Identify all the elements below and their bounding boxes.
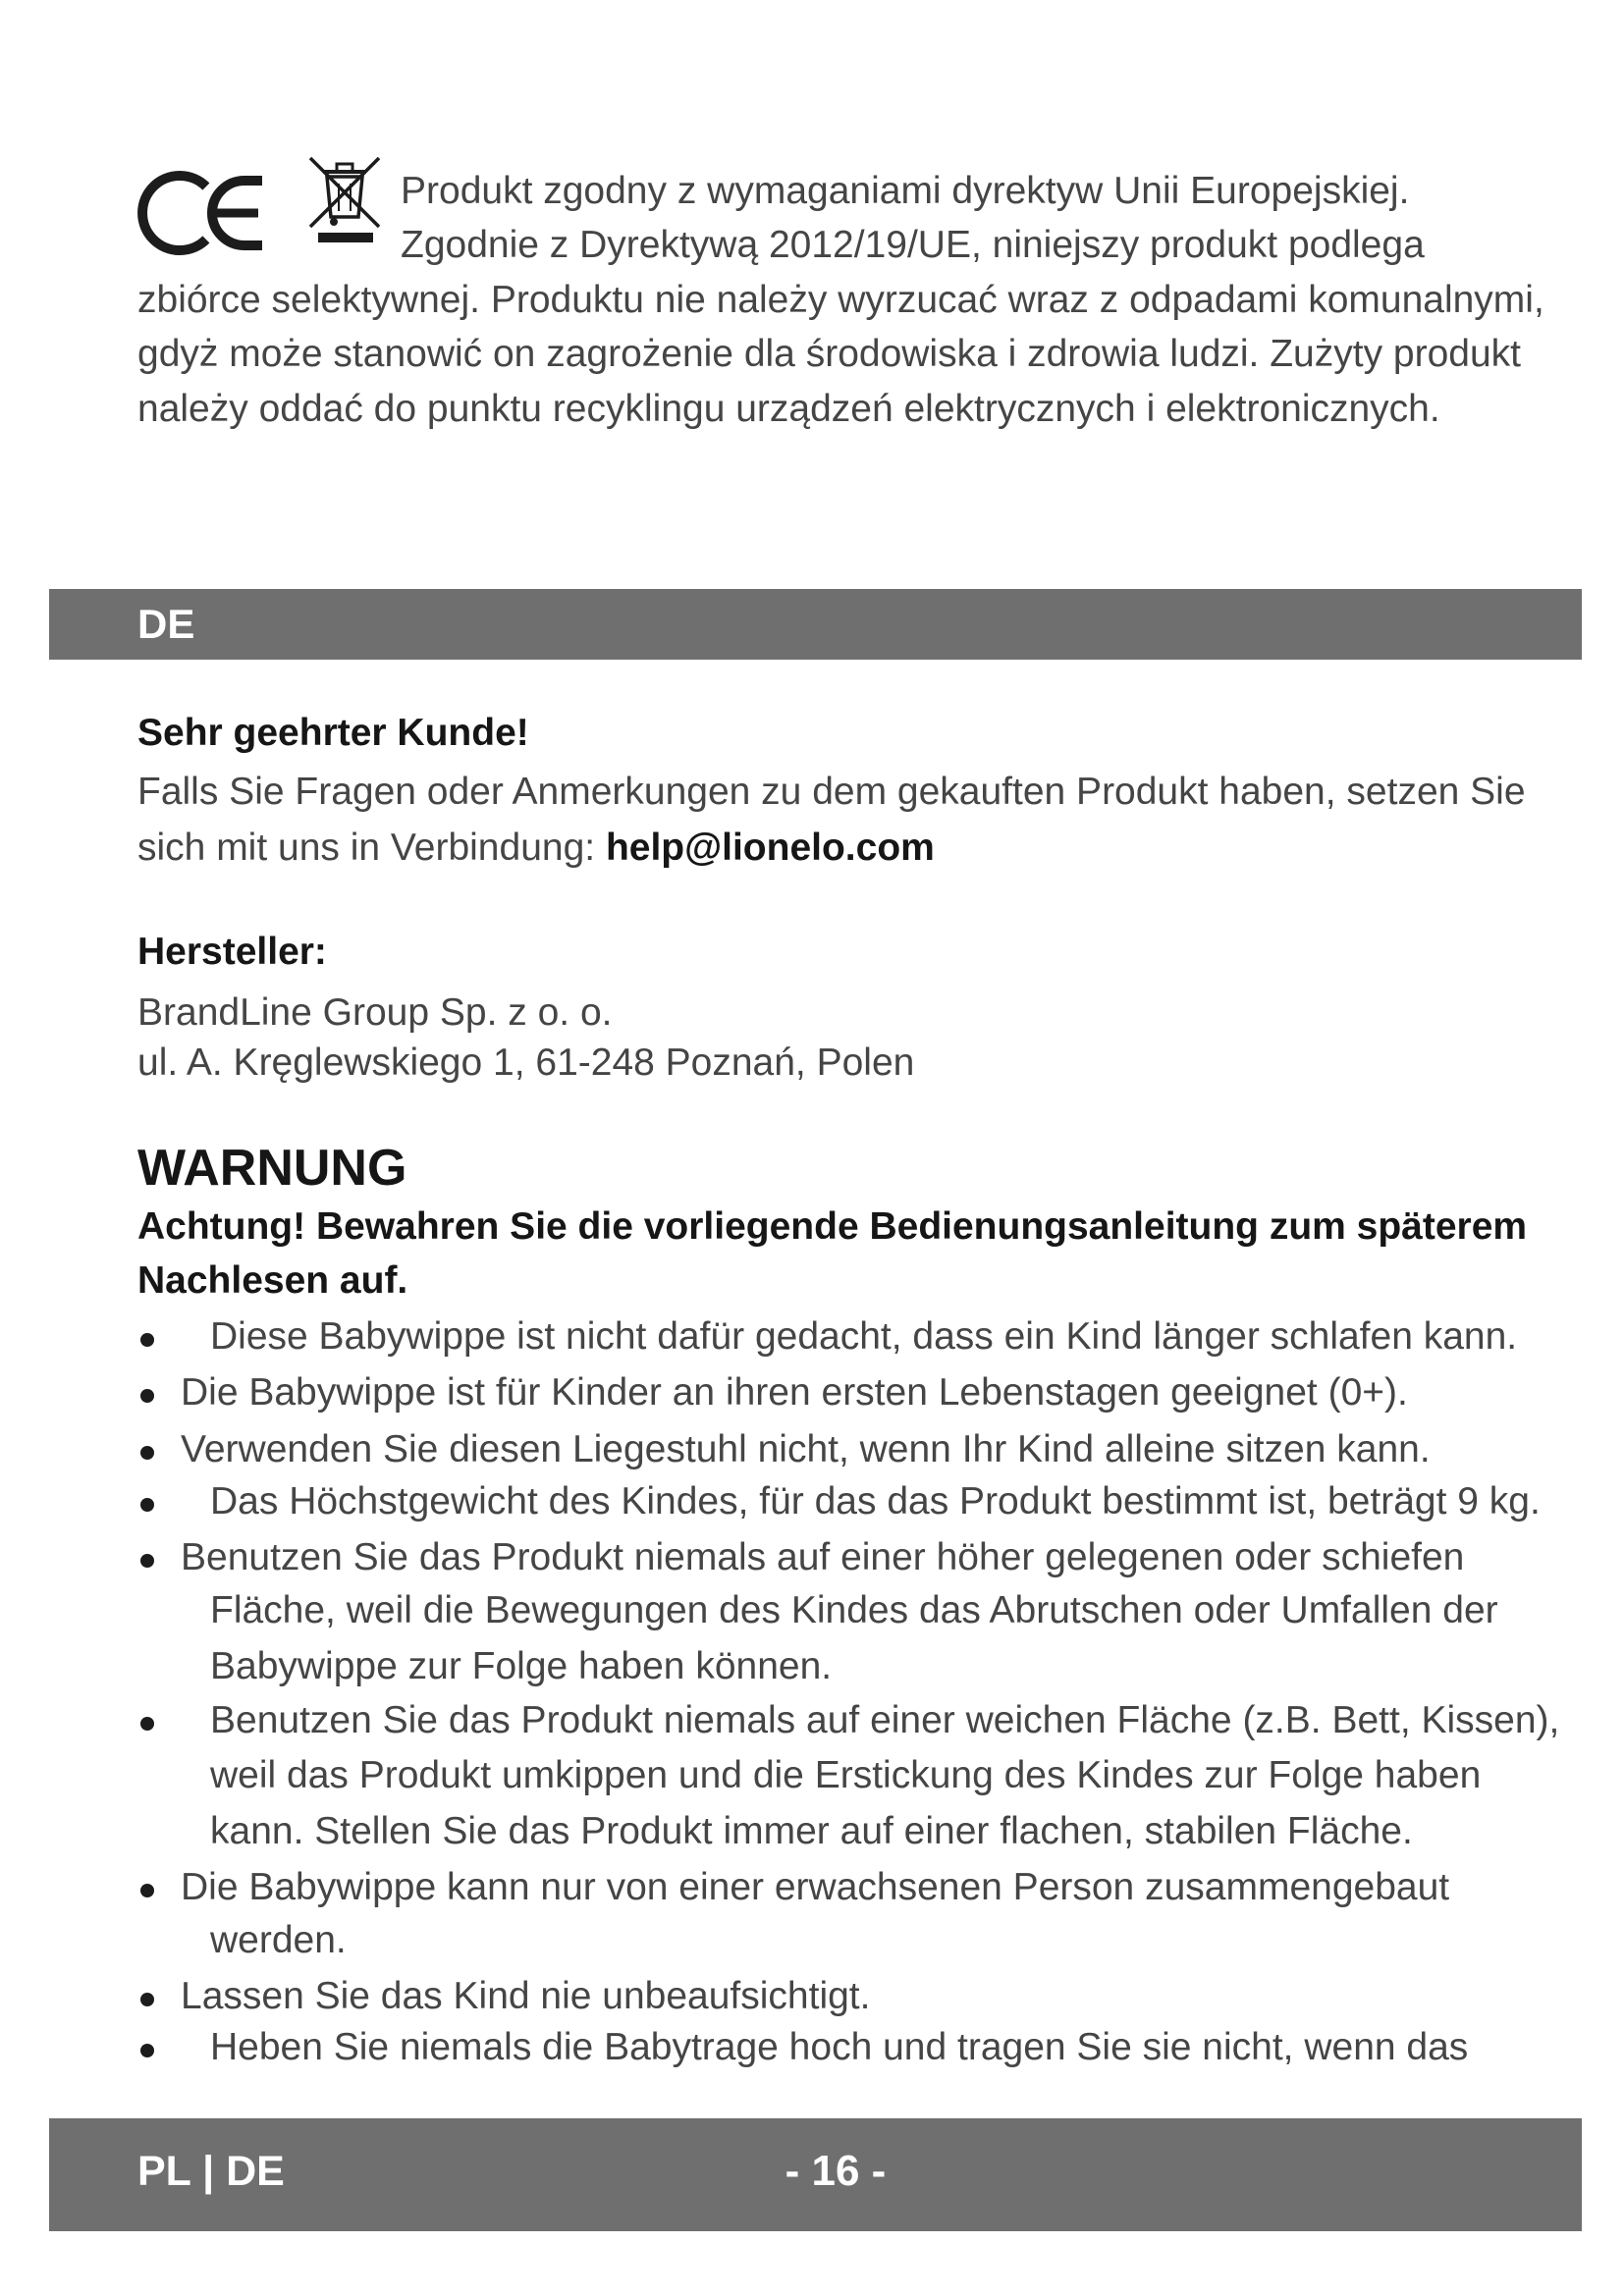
compliance-text-line: Produkt zgodny z wymaganiami dyrektyw Unii Europejskiej. — [401, 170, 1410, 212]
weee-crossed-bin-icon — [304, 154, 387, 244]
ce-mark-icon — [135, 169, 265, 257]
manufacturer-company: BrandLine Group Sp. z o. o. — [137, 991, 613, 1034]
warning-item-text: Die Babywippe ist für Kinder an ihren ersten Lebenstagen geeignet (0+). — [181, 1371, 1408, 1414]
warning-item-text: Fläche, weil die Bewegungen des Kindes das Abrutschen oder Umfallen der — [210, 1589, 1498, 1631]
compliance-text-line: zbiórce selektywnej. Produktu nie należy wyrzucać wraz z odpadami komunalnymi, — [137, 279, 1544, 321]
bullet-icon — [140, 1498, 154, 1512]
section-header-bar — [49, 589, 1582, 660]
warning-notice: Achtung! Bewahren Sie die vorliegende Bedienungsanleitung zum späterem — [137, 1205, 1528, 1248]
warning-item-text: werden. — [210, 1919, 347, 1961]
bullet-icon — [140, 1717, 154, 1731]
manufacturer-address: ul. A. Kręglewskiego 1, 61-248 Poznań, Polen — [137, 1041, 915, 1084]
bullet-icon — [140, 1446, 154, 1460]
manufacturer-heading: Hersteller: — [137, 931, 327, 973]
warning-notice: Nachlesen auf. — [137, 1259, 408, 1302]
warning-item-text: Benutzen Sie das Produkt niemals auf einer höher gelegenen oder schiefen — [181, 1536, 1465, 1578]
warning-title: WARNUNG — [137, 1140, 407, 1197]
page-footer — [49, 2118, 1582, 2231]
page-number: - 16 - — [785, 2147, 887, 2195]
contact-text: Falls Sie Fragen oder Anmerkungen zu dem gekauften Produkt haben, setzen Sie — [137, 771, 1526, 813]
contact-text-prefix: sich mit uns in Verbindung: — [137, 827, 606, 869]
warning-item-text: Diese Babywippe ist nicht dafür gedacht, dass ein Kind länger schlafen kann. — [210, 1315, 1518, 1358]
compliance-text-line: Zgodnie z Dyrektywą 2012/19/UE, niniejszy produkt podlega — [401, 224, 1425, 266]
bullet-icon — [140, 1389, 154, 1403]
warning-item-text: Heben Sie niemals die Babytrage hoch und tragen Sie sie nicht, wenn das — [210, 2026, 1469, 2068]
warning-item-text: Das Höchstgewicht des Kindes, für das das Produkt bestimmt ist, beträgt 9 kg. — [210, 1480, 1541, 1522]
contact-text — [137, 821, 935, 876]
warning-item-text: Verwenden Sie diesen Liegestuhl nicht, wenn Ihr Kind alleine sitzen kann. — [181, 1428, 1431, 1470]
warning-item-text: Benutzen Sie das Produkt niemals auf einer weichen Fläche (z.B. Bett, Kissen), — [210, 1699, 1560, 1741]
warning-item-text: weil das Produkt umkippen und die Erstickung des Kindes zur Folge haben — [210, 1754, 1482, 1796]
warning-item-text: Babywippe zur Folge haben können. — [210, 1645, 833, 1687]
compliance-text-line: gdyż może stanowić on zagrożenie dla środowiska i zdrowia ludzi. Zużyty produkt — [137, 333, 1521, 375]
greeting-heading: Sehr geehrter Kunde! — [137, 712, 529, 754]
bullet-icon — [140, 2044, 154, 2057]
footer-language: PL | DE — [137, 2148, 285, 2195]
bullet-icon — [140, 1554, 154, 1568]
warning-item-text: kann. Stellen Sie das Produkt immer auf einer flachen, stabilen Fläche. — [210, 1810, 1413, 1852]
section-header-label: DE — [137, 601, 195, 647]
bullet-icon — [140, 1993, 154, 2006]
warning-item-text: Lassen Sie das Kind nie unbeaufsichtigt. — [181, 1975, 871, 2017]
support-email-link[interactable]: help@lionelo.com — [605, 827, 935, 869]
compliance-text-line: należy oddać do punktu recyklingu urządzeń elektrycznych i elektronicznych. — [137, 388, 1440, 430]
bullet-icon — [140, 1333, 154, 1347]
warning-item-text: Die Babywippe kann nur von einer erwachsenen Person zusammengebaut — [181, 1866, 1450, 1908]
bullet-icon — [140, 1884, 154, 1897]
